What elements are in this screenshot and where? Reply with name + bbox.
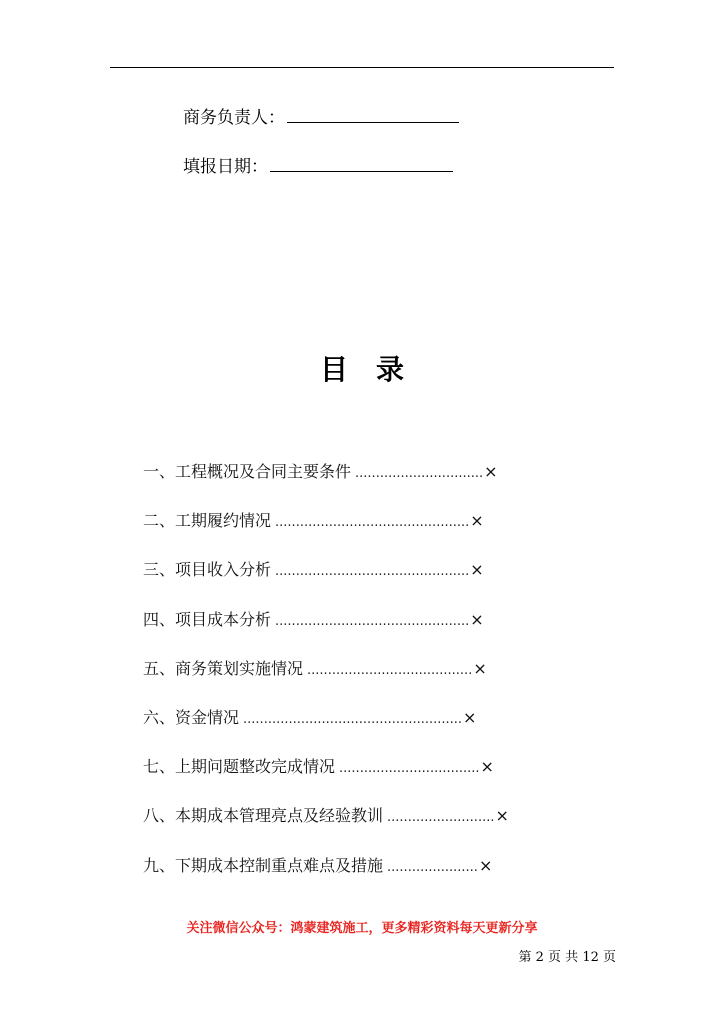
toc-entry-leader: ............................................... [275,515,470,531]
toc-entry-page: × [495,806,509,826]
toc-entry-number: 七、 [143,757,176,777]
toc-entry-number: 二、 [143,511,176,531]
toc-entry-number: 四、 [143,609,176,629]
date-field [183,155,453,177]
toc-entry-leader: ...................... [387,859,478,875]
toc-entry-title: 资金情况 [175,708,240,727]
manager-field [183,106,459,128]
toc-entry-page: × [463,708,477,727]
toc-entry-leader: .......................... [387,810,495,826]
wechat-notice: 关注微信公众号：鸿蒙建筑施工，更多精彩资料每天更新分享 [186,921,538,936]
toc-entry[interactable] [143,806,509,828]
toc-entry-title: 工程概况及合同主要条件 [175,462,352,481]
toc-entry-number: 五、 [143,658,176,678]
header-rule [110,67,614,68]
page-number: 第 2 页 共 12 页 [518,950,616,965]
toc-entry-title: 上期问题整改完成情况 [175,757,336,777]
toc-entry-page: × [470,511,484,531]
toc-entry-page: × [478,855,493,875]
toc-entry-number: 六、 [143,708,176,727]
toc-entry-page: × [484,462,498,481]
toc-entry-title: 项目收入分析 [175,560,272,580]
toc-entry[interactable] [143,659,487,681]
toc-entry-leader: .................................. [339,761,480,777]
manager-blank-line [287,106,459,123]
toc-entry-page: × [470,560,484,580]
toc-entry-number: 一、 [143,462,176,481]
toc-entry-leader: ............................................... [275,613,470,629]
toc-entry-number: 九、 [143,855,176,875]
manager-label: 商务负责人： [183,108,285,128]
toc-entry-page: × [470,609,484,629]
toc-entry[interactable] [143,856,492,878]
date-label: 填报日期： [183,157,268,177]
toc-entry[interactable] [143,610,484,632]
toc-entry-page: × [480,757,494,777]
toc-entry-page: × [473,658,487,678]
toc-entry[interactable] [143,757,494,779]
toc-title: 目录 [319,353,432,386]
toc-entry-title: 商务策划实施情况 [175,658,304,678]
toc-entry-title: 工期履约情况 [175,511,272,531]
toc-entry[interactable] [143,462,498,484]
toc-entry[interactable] [143,511,484,533]
toc-entry-number: 三、 [143,560,176,580]
toc-entry-title: 下期成本控制重点难点及措施 [175,855,384,875]
toc-entry-leader: ............................................... [275,564,470,580]
toc-entry-title: 本期成本管理亮点及经验教训 [175,806,384,826]
toc-entry-title: 项目成本分析 [175,609,272,629]
toc-entry-leader: ............................... [355,466,484,481]
toc-entry-number: 八、 [143,806,176,826]
toc-entry[interactable] [143,560,484,582]
toc-entry[interactable] [143,708,476,730]
toc-entry-leader: ........................................ [307,662,473,678]
date-blank-line [270,155,453,172]
toc-entry-leader: ..................................................... [243,712,463,727]
